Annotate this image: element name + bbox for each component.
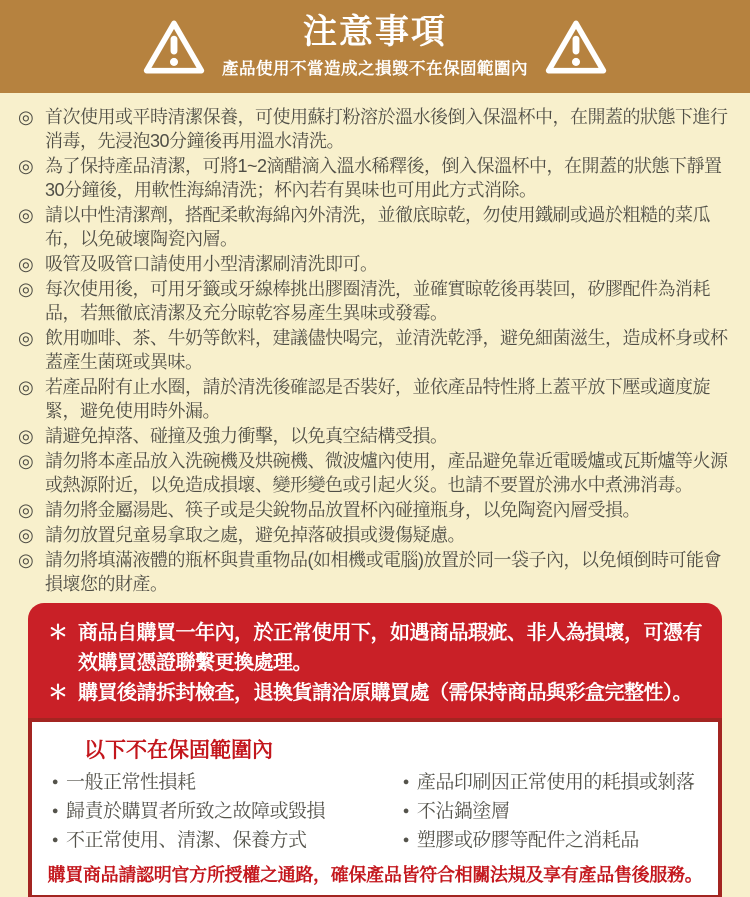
- exclusion-item: [395, 799, 706, 824]
- exclusion-text: 歸責於購買者所致之故障或毀損: [66, 801, 326, 822]
- exclusions-right-column: [395, 770, 706, 857]
- warranty-policy-item: [48, 618, 706, 678]
- double-circle-bullet-icon: ◎: [18, 328, 34, 348]
- warning-triangle-icon: [544, 19, 608, 75]
- exclusion-item: [44, 828, 395, 853]
- care-instruction-item: [18, 424, 734, 448]
- dot-bullet-icon: ●: [51, 834, 59, 846]
- exclusions-columns: [44, 770, 706, 857]
- warranty-policy-text: 商品自購買一年內，於正常使用下，如遇商品瑕疵、非人為損壞，可憑有效購買憑證聯繫更換處理。: [78, 622, 702, 674]
- care-instruction-text: 請以中性清潔劑，搭配柔軟海綿內外清洗，並徹底晾乾，勿使用鐵刷或過於粗糙的菜瓜布，以免破壞陶瓷內層。: [45, 205, 710, 249]
- double-circle-bullet-icon: ◎: [18, 500, 34, 520]
- double-circle-bullet-icon: ◎: [18, 377, 34, 397]
- dot-bullet-icon: ●: [51, 776, 59, 788]
- care-instruction-item: [18, 548, 734, 596]
- page-title: 注意事項: [303, 13, 447, 52]
- exclusions-title: 以下不在保固範圍內: [84, 739, 273, 762]
- exclusion-text: 不正常使用、清潔、保養方式: [66, 830, 307, 851]
- asterisk-bullet-icon: ＊: [48, 682, 68, 704]
- care-instruction-item: [18, 277, 734, 325]
- care-instruction-item: [18, 105, 734, 153]
- care-instruction-item: [18, 498, 734, 522]
- care-instruction-text: 請避免掉落、碰撞及強力衝擊，以免真空結構受損。: [45, 426, 448, 446]
- care-instruction-text: 每次使用後，可用牙籤或牙線棒挑出膠圈清洗，並確實晾乾後再裝回，矽膠配件為消耗品，若無徹底清潔及充分晾乾容易產生異味或發霉。: [45, 279, 710, 323]
- care-instruction-item: [18, 523, 734, 547]
- dot-bullet-icon: ●: [51, 805, 59, 817]
- exclusion-item: [44, 799, 395, 824]
- exclusions-left-column: [44, 770, 395, 857]
- care-instruction-text: 請勿放置兒童易拿取之處，避免掉落破損或燙傷疑慮。: [45, 525, 465, 545]
- care-instruction-text: 請勿將金屬湯匙、筷子或是尖銳物品放置杯內碰撞瓶身，以免陶瓷內層受損。: [45, 500, 640, 520]
- dot-bullet-icon: ●: [402, 834, 409, 846]
- warranty-policy-box: [28, 603, 722, 718]
- double-circle-bullet-icon: ◎: [18, 550, 34, 570]
- dot-bullet-icon: ●: [402, 805, 409, 817]
- care-instructions-list: [0, 93, 750, 596]
- dot-bullet-icon: ●: [402, 776, 409, 788]
- double-circle-bullet-icon: ◎: [18, 205, 34, 225]
- care-instruction-item: [18, 449, 734, 497]
- care-instruction-item: [18, 203, 734, 251]
- care-instruction-text: 請勿將填滿液體的瓶杯與貴重物品(如相機或電腦)放置於同一袋子內，以免傾倒時可能會損壞您的財產。: [45, 550, 721, 594]
- exclusion-item: [395, 770, 706, 795]
- care-instruction-text: 吸管及吸管口請使用小型清潔刷清洗即可。: [45, 254, 378, 274]
- warranty-policy-item: [48, 678, 706, 708]
- warranty-policy-text: 購買後請拆封檢查，退換貨請洽原購買處（需保持商品與彩盒完整性）。: [78, 682, 692, 704]
- care-instruction-text: 飲用咖啡、茶、牛奶等飲料，建議儘快喝完，並清洗乾淨，避免細菌滋生，造成杯身或杯蓋產生菌斑或異味。: [45, 328, 728, 372]
- care-instruction-text: 首次使用或平時清潔保養，可使用蘇打粉溶於溫水後倒入保溫杯中，在開蓋的狀態下進行消毒，先浸泡30分鐘後再用溫水清洗。: [45, 107, 728, 151]
- page-subtitle: 產品使用不當造成之損毀不在保固範圍內: [222, 59, 528, 78]
- double-circle-bullet-icon: ◎: [18, 279, 34, 299]
- double-circle-bullet-icon: ◎: [18, 426, 34, 446]
- care-instruction-text: 請勿將本產品放入洗碗機及烘碗機、微波爐內使用，產品避免靠近電暖爐或瓦斯爐等火源或熱源附近，以免造成損壞、變形變色或引起火災。也請不要置於沸水中煮沸消毒。: [45, 451, 728, 495]
- warranty-exclusions-box: [28, 718, 722, 897]
- exclusion-text: 一般正常性損耗: [66, 772, 196, 793]
- warning-triangle-icon: [142, 19, 206, 75]
- exclusion-text: 產品印刷因正常使用的耗損或剝落: [416, 772, 695, 793]
- header-title-block: [222, 14, 528, 78]
- care-instruction-item: [18, 252, 734, 276]
- notice-header: [0, 0, 750, 93]
- double-circle-bullet-icon: ◎: [18, 451, 34, 471]
- care-instruction-item: [18, 154, 734, 202]
- official-channel-notice: 購買商品請認明官方所授權之通路，確保產品皆符合相關法規及享有產品售後服務。: [47, 865, 703, 885]
- care-instruction-item: [18, 375, 734, 423]
- double-circle-bullet-icon: ◎: [18, 156, 34, 176]
- double-circle-bullet-icon: ◎: [18, 254, 34, 274]
- double-circle-bullet-icon: ◎: [18, 525, 34, 545]
- asterisk-bullet-icon: ＊: [48, 622, 68, 644]
- care-instruction-text: 若產品附有止水圈，請於清洗後確認是否裝好，並依產品特性將上蓋平放下壓或適度旋緊，避免使用時外漏。: [45, 377, 710, 421]
- exclusion-item: [44, 770, 395, 795]
- exclusion-item: [395, 828, 706, 853]
- double-circle-bullet-icon: ◎: [18, 107, 34, 127]
- exclusion-text: 塑膠或矽膠等配件之消耗品: [416, 830, 639, 851]
- exclusion-text: 不沾鍋塗層: [416, 801, 510, 822]
- care-instruction-item: [18, 326, 734, 374]
- care-instruction-text: 為了保持產品清潔，可將1~2滴醋滴入溫水稀釋後，倒入保溫杯中，在開蓋的狀態下靜置30分鐘後，用軟性海綿清洗；杯內若有異味也可用此方式消除。: [45, 156, 722, 200]
